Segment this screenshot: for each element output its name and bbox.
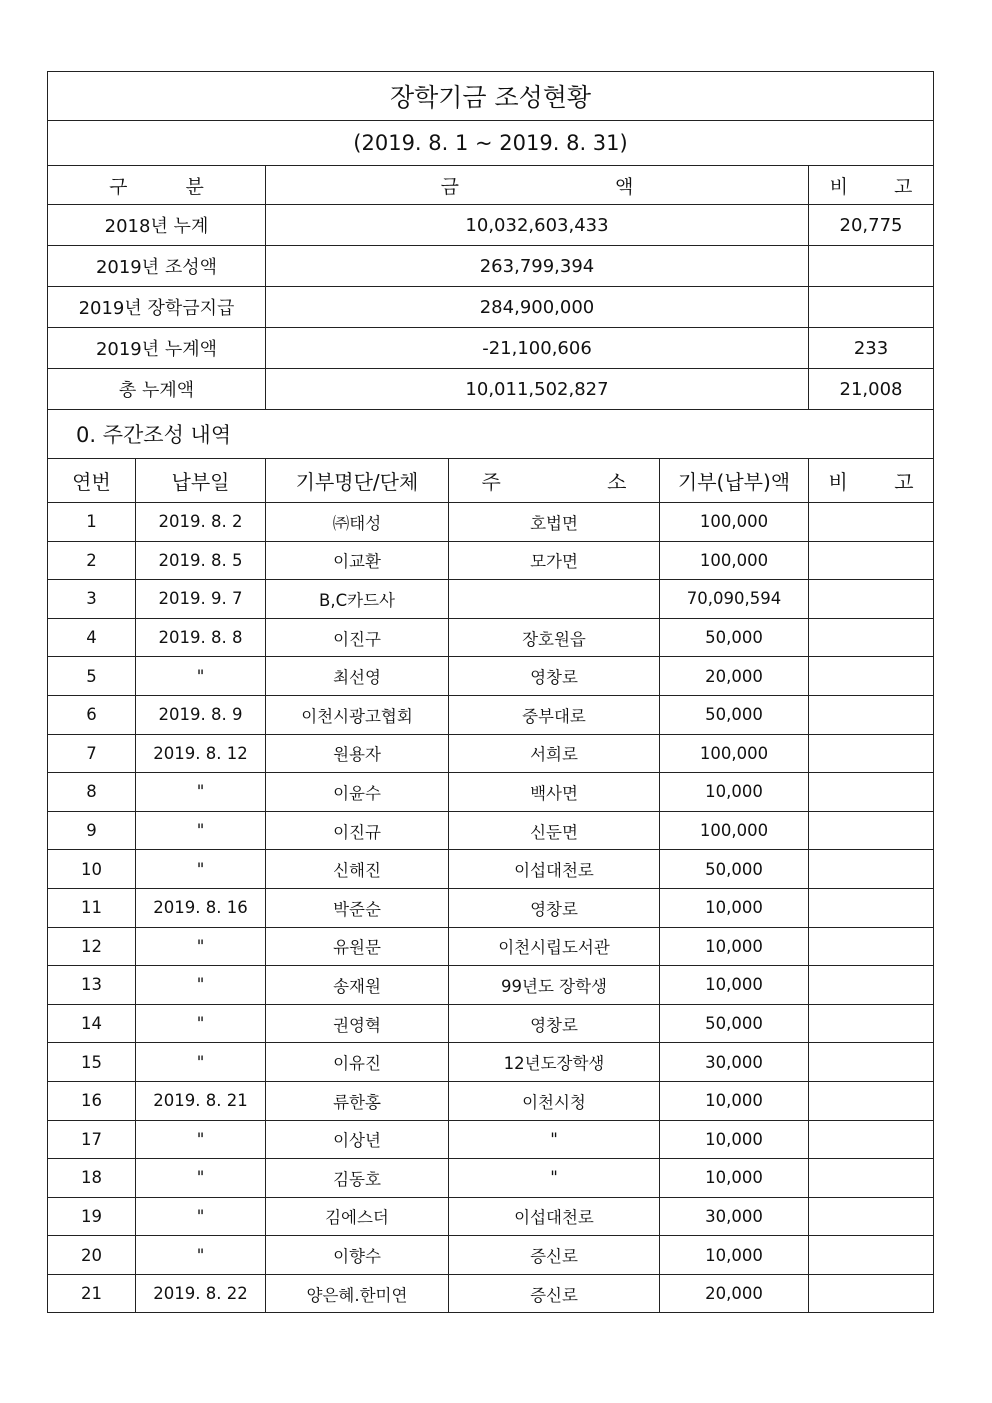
table-row — [48, 1081, 934, 1120]
cell-amount: 10,000 — [660, 1236, 809, 1275]
summary-amount: 10,011,502,827 — [266, 369, 809, 410]
cell-donor: 신해진 — [266, 850, 449, 889]
cell-donor: 원용자 — [266, 734, 449, 773]
cell-donor: 이윤수 — [266, 773, 449, 812]
summary-amount: 263,799,394 — [266, 246, 809, 287]
cell-amount: 10,000 — [660, 888, 809, 927]
cell-note — [809, 541, 934, 580]
cell-donor: 김동호 — [266, 1159, 449, 1198]
summary-header-row — [48, 166, 934, 205]
cell-donor: 송재원 — [266, 966, 449, 1005]
cell-no: 18 — [48, 1159, 136, 1198]
cell-note — [809, 888, 934, 927]
detail-header-address: 주 소 — [449, 459, 660, 503]
cell-address: 99년도 장학생 — [449, 966, 660, 1005]
cell-no: 16 — [48, 1081, 136, 1120]
cell-no: 13 — [48, 966, 136, 1005]
table-row — [48, 503, 934, 542]
cell-donor: 이교환 — [266, 541, 449, 580]
table-row — [48, 773, 934, 812]
cell-address: 이천시청 — [449, 1081, 660, 1120]
detail-header-note: 비 고 — [809, 459, 934, 503]
summary-amount: -21,100,606 — [266, 328, 809, 369]
cell-amount: 100,000 — [660, 734, 809, 773]
cell-no: 4 — [48, 618, 136, 657]
cell-note — [809, 1004, 934, 1043]
cell-no: 2 — [48, 541, 136, 580]
cell-address: 중부대로 — [449, 695, 660, 734]
cell-amount: 10,000 — [660, 1120, 809, 1159]
detail-header-donor: 기부명단/단체 — [266, 459, 449, 503]
cell-address: 호법면 — [449, 503, 660, 542]
cell-donor: 이천시광고협회 — [266, 695, 449, 734]
cell-donor: 이진구 — [266, 618, 449, 657]
cell-note — [809, 618, 934, 657]
cell-date: " — [136, 1159, 266, 1198]
cell-donor: 유원문 — [266, 927, 449, 966]
cell-no: 5 — [48, 657, 136, 696]
scholarship-fund-document — [47, 71, 933, 1313]
cell-no: 6 — [48, 695, 136, 734]
cell-amount: 50,000 — [660, 1004, 809, 1043]
cell-no: 10 — [48, 850, 136, 889]
cell-amount: 50,000 — [660, 695, 809, 734]
cell-address: 증신로 — [449, 1236, 660, 1275]
table-row — [48, 1274, 934, 1313]
cell-date: 2019. 8. 8 — [136, 618, 266, 657]
cell-no: 8 — [48, 773, 136, 812]
cell-note — [809, 850, 934, 889]
cell-no: 19 — [48, 1197, 136, 1236]
document-title: 장학기금 조성현황 — [48, 72, 934, 121]
cell-date: " — [136, 1120, 266, 1159]
cell-no: 7 — [48, 734, 136, 773]
table-row — [48, 541, 934, 580]
summary-note: 233 — [809, 328, 934, 369]
table-row — [48, 927, 934, 966]
table-row — [48, 888, 934, 927]
table-row — [48, 1004, 934, 1043]
cell-address: 모가면 — [449, 541, 660, 580]
cell-date: " — [136, 1004, 266, 1043]
summary-amount: 10,032,603,433 — [266, 205, 809, 246]
cell-donor: 이유진 — [266, 1043, 449, 1082]
cell-no: 21 — [48, 1274, 136, 1313]
cell-note — [809, 1120, 934, 1159]
cell-amount: 50,000 — [660, 618, 809, 657]
table-row — [48, 966, 934, 1005]
table-row — [48, 1236, 934, 1275]
cell-no: 9 — [48, 811, 136, 850]
summary-header-note: 비 고 — [809, 166, 934, 205]
table-row — [48, 734, 934, 773]
table-row — [48, 811, 934, 850]
summary-note — [809, 246, 934, 287]
cell-no: 15 — [48, 1043, 136, 1082]
cell-no: 20 — [48, 1236, 136, 1275]
cell-date: " — [136, 1236, 266, 1275]
table-row — [48, 695, 934, 734]
cell-date: " — [136, 1043, 266, 1082]
cell-amount: 10,000 — [660, 1081, 809, 1120]
cell-address: 서희로 — [449, 734, 660, 773]
summary-note — [809, 287, 934, 328]
cell-donor: B,C카드사 — [266, 580, 449, 619]
summary-label: 2019년 누계액 — [48, 328, 266, 369]
cell-address: 장호원읍 — [449, 618, 660, 657]
summary-amount: 284,900,000 — [266, 287, 809, 328]
cell-note — [809, 1043, 934, 1082]
cell-address: 이천시립도서관 — [449, 927, 660, 966]
summary-header-category: 구 분 — [48, 166, 266, 205]
summary-note: 21,008 — [809, 369, 934, 410]
cell-donor: 박준순 — [266, 888, 449, 927]
cell-amount: 50,000 — [660, 850, 809, 889]
cell-address: 영창로 — [449, 657, 660, 696]
cell-amount: 10,000 — [660, 1159, 809, 1198]
cell-date: " — [136, 1197, 266, 1236]
cell-note — [809, 966, 934, 1005]
summary-row — [48, 328, 934, 369]
table-row — [48, 618, 934, 657]
cell-date: " — [136, 850, 266, 889]
cell-amount: 20,000 — [660, 1274, 809, 1313]
period-range: (2019. 8. 1 ~ 2019. 8. 31) — [48, 121, 934, 166]
cell-donor: 양은혜.한미연 — [266, 1274, 449, 1313]
cell-donor: ㈜태성 — [266, 503, 449, 542]
cell-address: 이섭대천로 — [449, 1197, 660, 1236]
cell-amount: 10,000 — [660, 927, 809, 966]
cell-no: 11 — [48, 888, 136, 927]
table-row — [48, 1197, 934, 1236]
cell-address: " — [449, 1120, 660, 1159]
cell-date: 2019. 8. 16 — [136, 888, 266, 927]
cell-address — [449, 580, 660, 619]
cell-donor: 이향수 — [266, 1236, 449, 1275]
cell-date: 2019. 8. 9 — [136, 695, 266, 734]
summary-label: 총 누계액 — [48, 369, 266, 410]
summary-label: 2019년 조성액 — [48, 246, 266, 287]
cell-donor: 류한홍 — [266, 1081, 449, 1120]
cell-note — [809, 580, 934, 619]
cell-amount: 100,000 — [660, 503, 809, 542]
summary-header-amount: 금 액 — [266, 166, 809, 205]
cell-amount: 100,000 — [660, 541, 809, 580]
cell-date: 2019. 8. 21 — [136, 1081, 266, 1120]
cell-address: 증신로 — [449, 1274, 660, 1313]
cell-date: 2019. 8. 22 — [136, 1274, 266, 1313]
cell-note — [809, 1274, 934, 1313]
table-row — [48, 1120, 934, 1159]
cell-date: " — [136, 966, 266, 1005]
cell-note — [809, 773, 934, 812]
cell-no: 1 — [48, 503, 136, 542]
summary-row — [48, 287, 934, 328]
cell-address: 이섭대천로 — [449, 850, 660, 889]
cell-address: 백사면 — [449, 773, 660, 812]
table-row — [48, 657, 934, 696]
cell-amount: 10,000 — [660, 966, 809, 1005]
cell-amount: 30,000 — [660, 1043, 809, 1082]
detail-header-date: 납부일 — [136, 459, 266, 503]
cell-note — [809, 503, 934, 542]
cell-no: 17 — [48, 1120, 136, 1159]
cell-amount: 30,000 — [660, 1197, 809, 1236]
cell-address: 영창로 — [449, 888, 660, 927]
cell-note — [809, 734, 934, 773]
summary-row — [48, 205, 934, 246]
cell-date: " — [136, 811, 266, 850]
cell-donor: 이진규 — [266, 811, 449, 850]
cell-no: 3 — [48, 580, 136, 619]
fund-table — [47, 71, 934, 1313]
cell-donor: 최선영 — [266, 657, 449, 696]
table-row — [48, 1159, 934, 1198]
cell-note — [809, 1236, 934, 1275]
cell-amount: 100,000 — [660, 811, 809, 850]
cell-address: " — [449, 1159, 660, 1198]
cell-note — [809, 1081, 934, 1120]
cell-note — [809, 1159, 934, 1198]
detail-header-no: 연번 — [48, 459, 136, 503]
cell-amount: 20,000 — [660, 657, 809, 696]
table-row — [48, 1043, 934, 1082]
cell-address: 영창로 — [449, 1004, 660, 1043]
cell-donor: 이상년 — [266, 1120, 449, 1159]
cell-address: 신둔면 — [449, 811, 660, 850]
cell-donor: 권영혁 — [266, 1004, 449, 1043]
summary-label: 2018년 누계 — [48, 205, 266, 246]
cell-date: " — [136, 657, 266, 696]
cell-note — [809, 927, 934, 966]
cell-note — [809, 657, 934, 696]
cell-amount: 70,090,594 — [660, 580, 809, 619]
summary-row — [48, 369, 934, 410]
cell-date: " — [136, 773, 266, 812]
cell-donor: 김에스더 — [266, 1197, 449, 1236]
cell-address: 12년도장학생 — [449, 1043, 660, 1082]
summary-row — [48, 246, 934, 287]
cell-note — [809, 811, 934, 850]
detail-header-row — [48, 459, 934, 503]
cell-date: 2019. 8. 5 — [136, 541, 266, 580]
cell-date: 2019. 8. 12 — [136, 734, 266, 773]
table-row — [48, 580, 934, 619]
table-row — [48, 850, 934, 889]
cell-note — [809, 695, 934, 734]
cell-note — [809, 1197, 934, 1236]
cell-amount: 10,000 — [660, 773, 809, 812]
cell-date: 2019. 9. 7 — [136, 580, 266, 619]
detail-header-amount: 기부(납부)액 — [660, 459, 809, 503]
cell-no: 12 — [48, 927, 136, 966]
section-title: 0. 주간조성 내역 — [48, 410, 934, 459]
cell-date: " — [136, 927, 266, 966]
cell-date: 2019. 8. 2 — [136, 503, 266, 542]
summary-note: 20,775 — [809, 205, 934, 246]
cell-no: 14 — [48, 1004, 136, 1043]
summary-label: 2019년 장학금지급 — [48, 287, 266, 328]
